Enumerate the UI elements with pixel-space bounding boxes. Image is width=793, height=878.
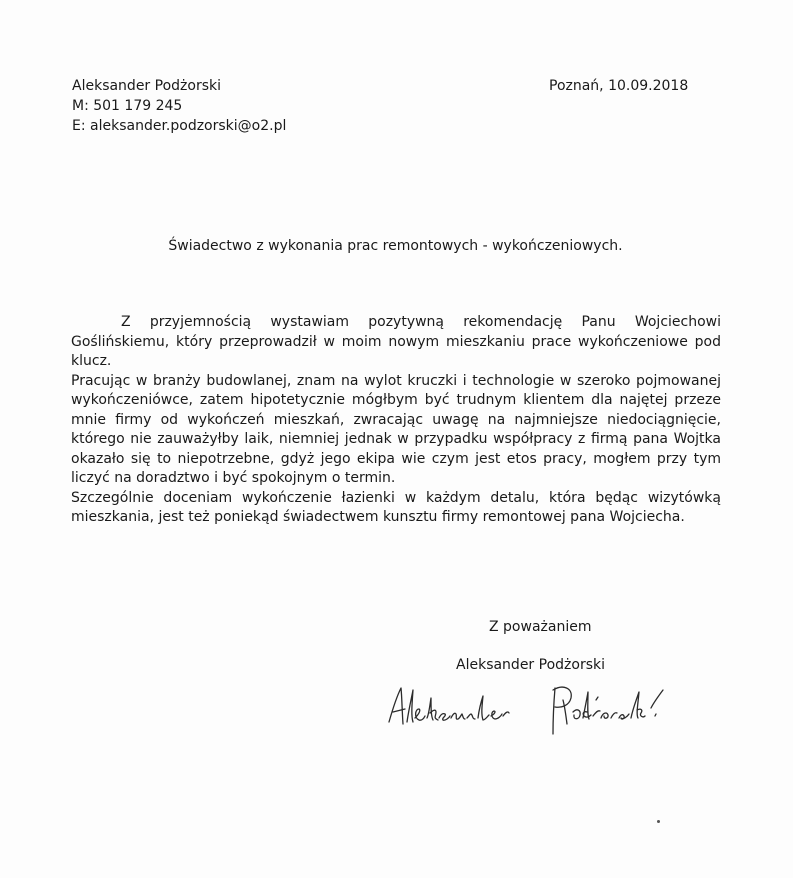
sender-block [72, 76, 286, 136]
signer-name: Aleksander Podżorski [456, 657, 605, 673]
sender-name: Aleksander Podżorski [72, 78, 221, 94]
closing-phrase: Z poważaniem [489, 619, 592, 635]
letter-title [0, 236, 793, 256]
paragraph-intro: Z przyjemnością wystawiam pozytywną rekomendację Panu Wojciechowi Goślińskiemu, który przeprowadził w moim nowym mieszkaniu prace wykończeniowe pod klucz. [71, 314, 721, 369]
letter-body [71, 313, 721, 528]
letter-date: Poznań, 10.09.2018 [549, 78, 689, 94]
sender-email: E: aleksander.podzorski@o2.pl [72, 118, 287, 134]
paragraph-experience: Pracując w branży budowlanej, znam na wylot kruczki i technologie w szeroko pojmowanej wykończeniówce, zatem hipotetycznie mógłbym być trudnym klientem dla najętej przeze mnie firmy od wykończeń mieszkań, zwracając uwagę na najmniejsze niedociągnięcie, którego nie zauważyłby laik, niemniej jednak w przypadku współpracy z firmą pana Wojtka okazało się to niepotrzebne, gdyż jego ekipa wie czym jest etos pracy, mogłem przy tym liczyć na doradztwo i być spokojnym o termin. [71, 372, 721, 486]
paragraph-bathroom: Szczególnie doceniam wykończenie łazienki w każdym detalu, która będąc wizytówką mieszkania, jest też poniekąd świadectwem kunsztu firmy remontowej pana Wojciecha. [71, 489, 721, 525]
scan-speck [657, 820, 660, 823]
handwritten-signature [375, 678, 685, 748]
letter-title-text: Świadectwo z wykonania prac remontowych - wykończeniowych. [168, 238, 623, 254]
sender-phone: M: 501 179 245 [72, 98, 183, 114]
